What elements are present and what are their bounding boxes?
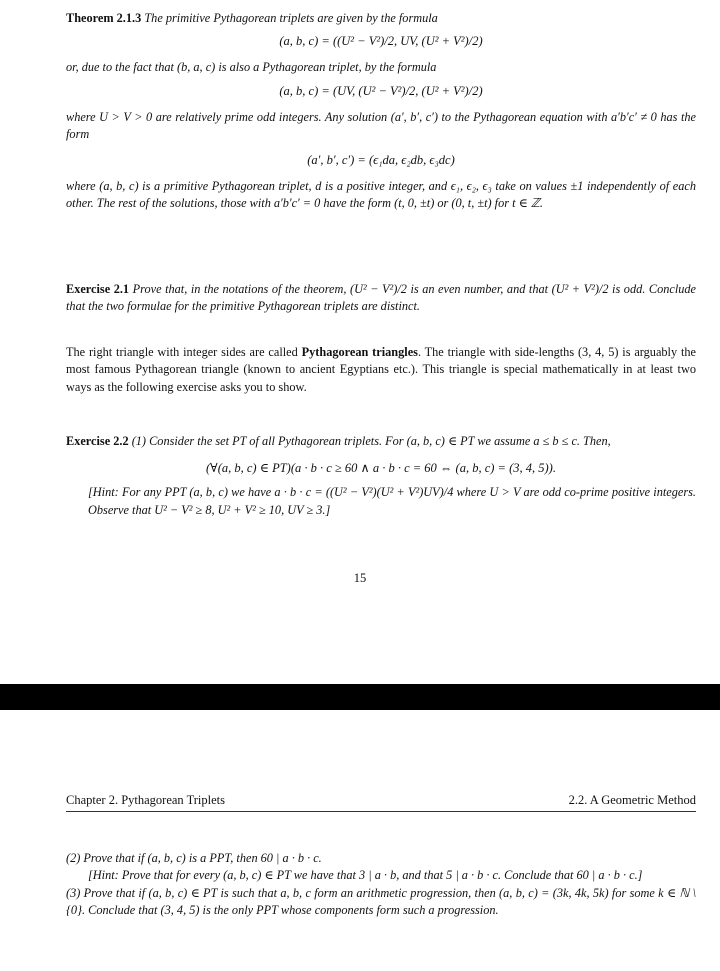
theorem-intro: Theorem 2.1.3 The primitive Pythagorean triplets are given by the formula xyxy=(66,11,438,25)
header-section: 2.2. A Geometric Method xyxy=(568,793,696,807)
exercise-2-2-text: (1) Consider the set PT of all Pythagorean triplets. For (a, b, c) ∈ PT we assume a ≤ b ≤ c. Then, xyxy=(131,434,611,448)
theorem-conditions: where U > V > 0 are relatively prime odd integers. Any solution (a′, b′, c′) to the Pythagorean equation with a′b′c′ ≠ 0 has the form xyxy=(66,109,696,142)
exercise-2-2-continued xyxy=(66,850,696,920)
page-number: 15 xyxy=(353,571,367,585)
exercise-2-2 xyxy=(66,433,696,519)
item-2-hint: [Hint: Prove that for every (a, b, c) ∈ PT we have that 3 | a · b, and that 5 | a · b · c. Conclude that 60 | a · b · c.] xyxy=(88,868,643,883)
header-chapter: Chapter 2. Pythagorean Triplets xyxy=(66,793,226,807)
theorem-closing: where (a, b, c) is a primitive Pythagorean triplet, d is a positive integer, and ϵ₁, ϵ₂, ϵ₃ take on values ±1 independently of each other. The rest of the solutions, those with a′b′c′ = 0 have the form (t, 0, ±t) or (0, t, ±t) for t ∈ ℤ. xyxy=(66,178,696,211)
exercise-2-1 xyxy=(66,281,696,316)
theorem-formula-1: (a, b, c) = ((U² − V²)/2, UV, (U² + V²)/2) xyxy=(279,34,483,49)
page-separator xyxy=(0,684,720,710)
theorem-label: Theorem 2.1.3 xyxy=(66,11,142,25)
exercise-2-2-hint: [Hint: For any PPT (a, b, c) we have a · b · c = ((U² − V²)(U² + V²)UV)/4 where U > V are odd co-prime positive integers. Observe that U² − V² ≥ 8, U² + V² ≥ 10, UV ≥ 3.] xyxy=(88,485,696,517)
intro-paragraph: The right triangle with integer sides are called Pythagorean triangles. The triangle with side-lengths (3, 4, 5) is arguably the most famous Pythagorean triangle (known to ancient Egyptians etc.). This triangle is special mathematically in at least two ways as the following exercise asks you to show. xyxy=(66,345,696,394)
item-2: (2) Prove that if (a, b, c) is a PPT, then 60 | a · b · c. xyxy=(66,851,322,865)
item-3: (3) Prove that if (a, b, c) ∈ PT is such that a, b, c form an arithmetic progression, then (a, b, c) = (3k, 4k, 5k) for some k ∈ ℕ \ {0}. Conclude that (3, 4, 5) is the only PPT whose components form such a progression. xyxy=(66,885,696,918)
page-bottom xyxy=(0,710,720,971)
running-header xyxy=(66,793,696,812)
theorem-block xyxy=(66,10,696,212)
exercise-2-1-label: Exercise 2.1 xyxy=(66,282,130,296)
pythagorean-triangles-term: Pythagorean triangles xyxy=(301,345,418,359)
theorem-formula-2: (a, b, c) = (UV, (U² − V²)/2, (U² + V²)/2) xyxy=(279,83,483,98)
exercise-2-1-text: Prove that, in the notations of the theorem, (U² − V²)/2 is an even number, and that (U² + V²)/2 is odd. Conclude that the two formulae for the primitive Pythagorean triplets are distinct. xyxy=(66,282,696,314)
theorem-formula-3: (a′, b′, c′) = (ϵ₁da, ϵ₂db, ϵ₃dc) xyxy=(307,152,455,167)
exercise-2-2-label: Exercise 2.2 xyxy=(66,434,129,448)
theorem-middle: or, due to the fact that (b, a, c) is also a Pythagorean triplet, by the formula xyxy=(66,60,437,75)
exercise-2-2-formula: (∀(a, b, c) ∈ PT)(a · b · c ≥ 60 ∧ a · b · c = 60 ⇔ (a, b, c) = (3, 4, 5)). xyxy=(206,461,556,476)
